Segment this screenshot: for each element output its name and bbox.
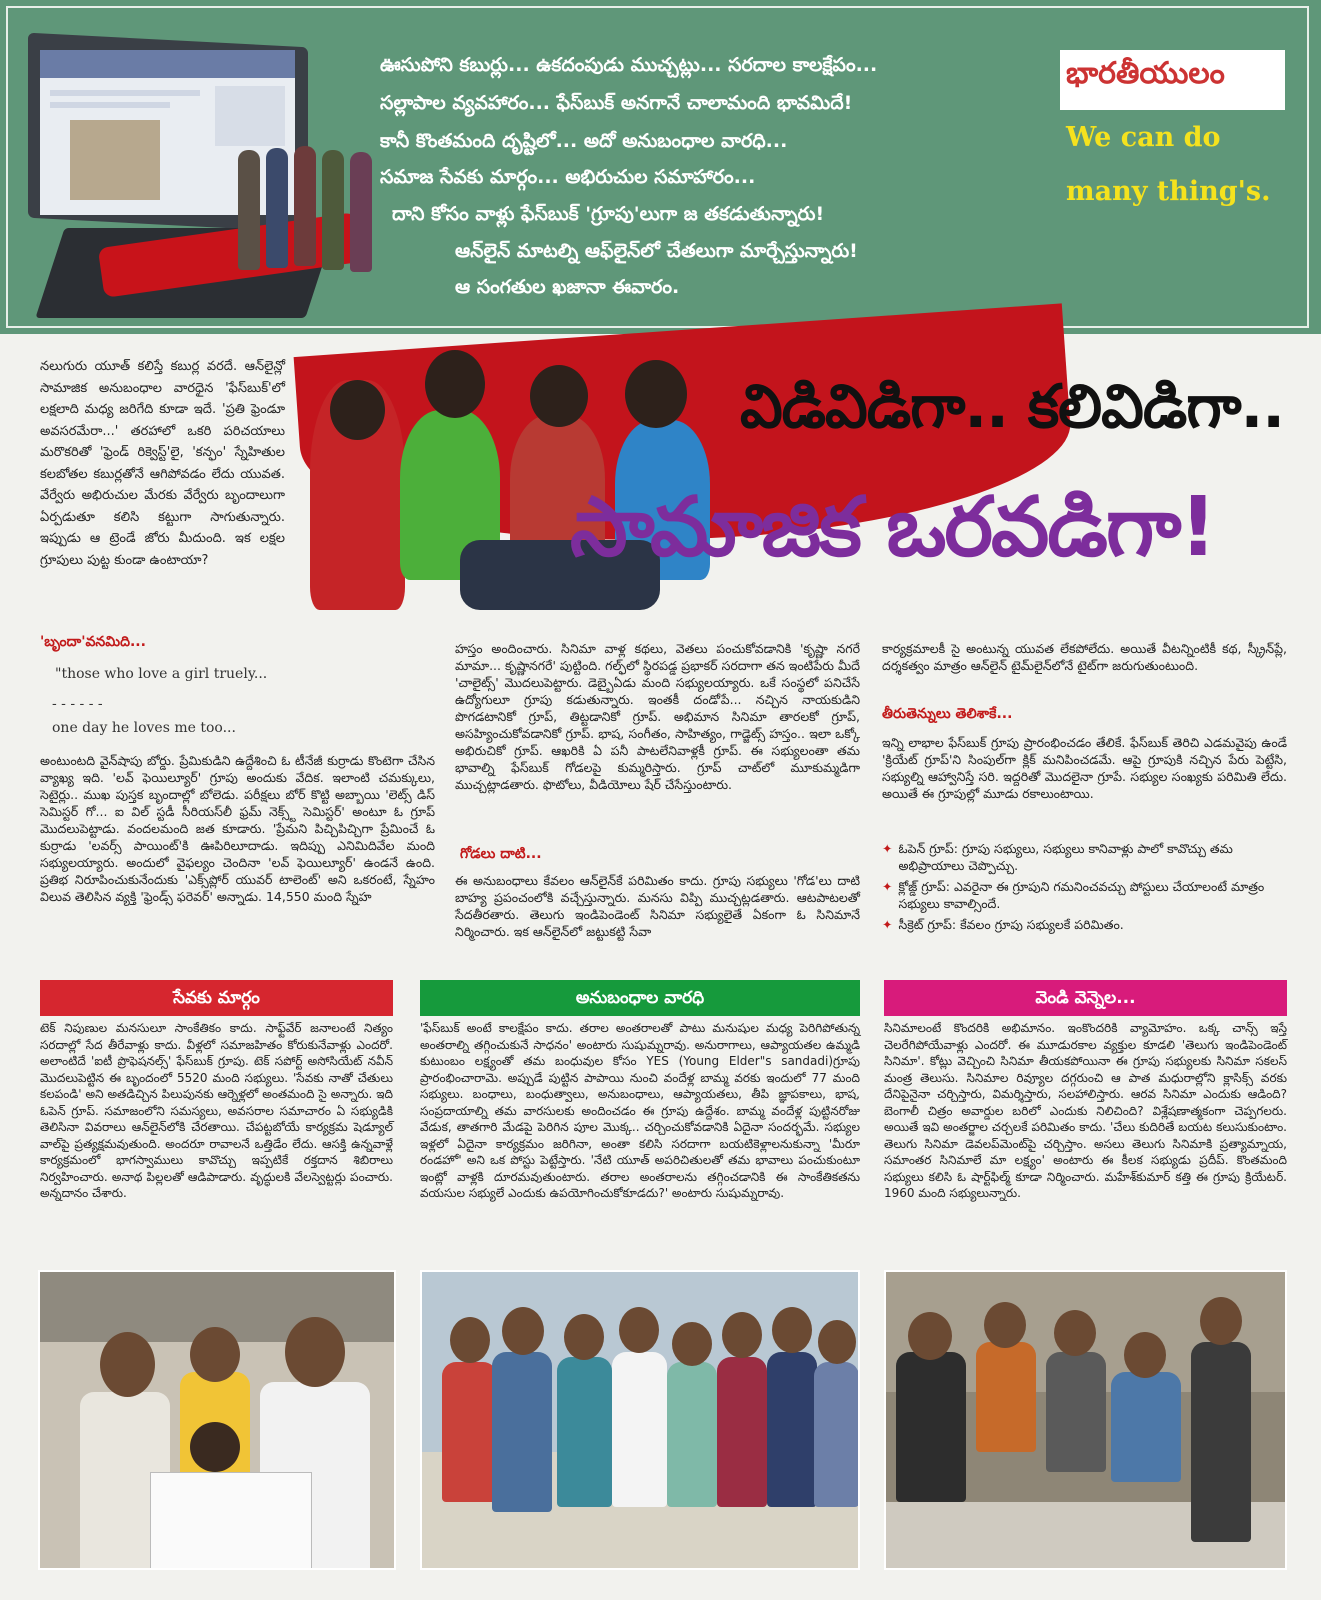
intro-line: దాని కోసం వాళ్లు ఫేస్‌బుక్ 'గ్రూపు'లుగా జ తకడుతున్నారు! (392, 203, 825, 225)
girl-head (330, 380, 385, 440)
intro-line: ఆన్‌లైన్ మాటల్ని ఆఫ్‌లైన్‌లో చేతలుగా మార్చేస్తున్నారు! (455, 240, 858, 262)
headline-line1: విడివిడిగా.. కలివిడిగా.. (740, 372, 1285, 442)
person-head (984, 1302, 1026, 1348)
col2-subhead: గోడలు దాటి... (460, 846, 542, 862)
person-figure (1111, 1372, 1181, 1482)
person-figure (896, 1352, 966, 1502)
col2-body: ఈ అనుబంధాలు కేవలం ఆన్‌లైన్‌కే పరిమితం కాదు. గ్రూపు సభ్యులు 'గోడ'లు దాటి బాహ్య ప్రపంచంలోకి వచ్చేస్తున్నారు. మనసు విప్పి ముచ్చట్లడతారు. ఆటపాటలతో సేదతీరతారు. తెలుగు ఇండిపెండెంట్ సినిమా సభ్యులైతే ఏకంగా ఓ సినిమానే నిర్మించారు. ఇక ఆన్‌లైన్‌లో జట్టుకట్టి సేవా (455, 873, 860, 939)
intro-line: ఆ సంగతుల ఖజానా ఈవారం. (455, 276, 680, 298)
brand-logo: భారతీయులం (1066, 56, 1225, 91)
person-head (722, 1312, 762, 1358)
col1-quote-dashes: - - - - - - (52, 696, 103, 712)
list-item (882, 916, 1287, 933)
bullet-icon: ✦ (882, 917, 893, 932)
col1-quote: "those who love a girl truely... (55, 666, 268, 682)
col1-subhead: 'బృందా'వనమిది... (40, 634, 146, 650)
girl-head (530, 365, 588, 427)
bullet-text: సీక్రెట్ గ్రూప్: కేవలం గ్రూపు సభ్యులకే పరిమితం. (898, 917, 1124, 932)
list-item (882, 840, 1287, 874)
section-body: సినిమాలంటే కొందరికి అభిమానం. ఇంకొందరికి వ్యామోహం. ఒక్క చాన్స్ ఇస్తే చెలరేగిపోయేవాళ్లు ఎందరో. ఈ మూడురకాల వ్యక్తుల కూడలి 'తెలుగు ఇండిపెండెంట్ సినిమా'. కోట్లు వెచ్చించి సినిమా తీయకపోయినా ఈ గ్రూపు సభ్యులకు సినిమా సకలస్ మంత్ర తెలుసు. సినిమాల రివ్యూల దగ్గరుంచి ఆ పాత మధురాల్లోని క్లాసిక్స్ వరకు దేనిపైనైనా చర్చిస్తారు, విమర్శిస్తారు, సలహాలిస్తారు. ఆరవ సినిమా ఎందుకు ఆడింది? బెంగాలీ చిత్రం అవార్డుల బరిలో ఎందుకు నిలిచింది? విశ్లేషణాత్మకంగా చెప్పగలరు. అయితే ఇవి అంతర్జాల చర్చలకే పరిమితం కాదు. 'చేలు కుదిరితే బయట కలుసుకుంటాం. తెలుగు సినిమా డెవలప్‌మెంట్‌పై చర్చిస్తాం. అసలు తెలుగు సినిమాకి ప్రత్యామ్నాయ, సమాంతర సినిమాలే మా లక్ష్యం' అంటారు ఈ కీలక సభ్యుడు ప్రదీప్. కొంతమంది సభ్యులు కలిసి ఓ షార్ట్‌ఫిల్మ్ కూడా నిర్మించారు. మహేశ్‌కుమార్ కత్తి ఈ గ్రూపు క్రియేటర్. 1960 మంది సభ్యులున్నారు. (884, 1021, 1287, 1200)
person-head (672, 1322, 712, 1366)
person-figure (492, 1352, 552, 1512)
walking-youth-figure (294, 146, 316, 266)
person-head (450, 1317, 490, 1363)
bullet-text: ఓపెన్ గ్రూప్: గ్రూపు సభ్యులు, సభ్యులు కానివాళ్లు పాలో కావొచ్చు తమ అభిప్రాయాలు చెప్పొచ్చు. (898, 841, 1233, 873)
walking-youth-figure (350, 152, 372, 272)
brand-slogan: many thing's. (1066, 176, 1271, 207)
intro-line: కానీ కొంతమంది దృష్టిలో... అదో అనుబంధాల వారధి... (380, 130, 788, 152)
person-figure (1191, 1342, 1251, 1542)
girl-head (625, 360, 687, 428)
person-figure (612, 1352, 667, 1507)
walking-youth-figure (266, 148, 288, 268)
headline-line2: సామాజిక ఒరవడిగా! (570, 480, 1215, 575)
person-head (502, 1307, 544, 1355)
list-item (882, 878, 1287, 912)
section-header: వెండి వెన్నెల... (884, 980, 1287, 1016)
section-body: 'ఫేస్‌బుక్ అంటే కాలక్షేపం కాదు. తరాల అంతరాలతో పాటు మనుషుల మధ్య పెరిగిపోతున్న అంతరాల్ని తగ్గించుకునే సాధనం' అంటారు సుషుమ్నరావు. అనురాగాలు, ఆప్యాయతల ఉమ్మడి కుటుంబం లక్ష్యంతో తమ బంధువుల కోసం YES (Young Elder"s sandadi)గ్రూపు ప్రారంభించారామె. అప్పుడే పుట్టిన పాపాయి నుంచి వందేళ్ల బామ్మ వరకు ఇందులో 77 మంది సభ్యులు. బంధాలు, బంధుత్వాలు, అనుబంధాలు, ఆప్యాయతలు, తీపి జ్ఞాపకాలు, భాష, సంప్రదాయాల్ని తమ వారసులకు అందించడం ఈ గ్రూపు ఉద్దేశం. బామ్మ వందేళ్ల పుట్టినరోజు వేడుక, తాతగారి మేడపై పెరిగిన పూల మొక్క.. చర్చించుకోవడానికి ఏదైనా సందర్భమే. సభ్యుల ఇళ్లలో ఏదైనా కార్యక్రమం జరిగినా, అంతా కలిసి సరదాగా బయటికెళ్లాలనుకున్నా 'మీరూ రండహో' అని ఒక పోస్టు పెట్టేస్తారు. 'నేటి యూత్ అపరిచితులతో తమ భావాలు పంచుకుంటూ ఇంట్లో వాళ్లకి దూరమవుతుంటారు. తరాల అంతరాలను తగ్గించడానికి ఈ సాంకేతికతను వయసుల సభ్యులే ఎందుకు ఉపయోగించుకోకూడదు?' అంటారు సుషుమ్నరావు. (420, 1021, 860, 1200)
person-head (190, 1327, 240, 1382)
person-figure (976, 1342, 1036, 1452)
person-head (564, 1314, 604, 1360)
cinema-group-photo (884, 1270, 1287, 1570)
person-figure (667, 1362, 717, 1507)
section-header: సేవకు మార్గం (40, 980, 393, 1016)
col1-quote: one day he loves me too... (52, 720, 236, 736)
person-head (285, 1317, 345, 1387)
bullet-icon: ✦ (882, 841, 893, 856)
person-figure (767, 1352, 817, 1507)
col3-body: కార్యక్రమాలకీ సై అంటున్న యువత లేకపోలేదు. అయితే వీటన్నింటికీ కథ, స్క్రీన్‌ప్లే, దర్శకత్వం మాత్రం ఆన్‌లైన్ టైమ్‌లైన్‌లోనే టైట్‌గా జరుగుతుంటుంది. (882, 641, 1287, 673)
facebook-post-line (50, 90, 200, 96)
facebook-header-bar (40, 50, 295, 78)
walking-youth-figure (322, 150, 344, 270)
col1-body: అంటుంటది వైన్‌షాపు బోర్డు. ప్రేమికుడిని ఉద్దేశించి ఓ టీనేజీ కుర్రాడు కొంటెగా చేసిన వ్యాఖ్య ఇది. 'లవ్ ఫెయిల్యూర్' గ్రూపు అందుకు వేదిక. ఇలాంటి చమక్కులు, సెటైర్లు.. ముఖ పుస్తక బృందాల్లో బోలెడు. పరీక్షలు బోర్ కొట్టి అబ్బాయి 'లెట్స్ డిస్ సెమిస్టర్ గో... ఐ విల్ స్టడీ సీరియస్‌లీ ఫ్రమ్ నెక్స్ట్ సెమిస్టర్' అంటూ ఓ గ్రూప్ మొదలుపెట్టాడు. వందలమంది జత కూడారు. 'ప్రేమని పిచ్చిపిచ్చిగా ప్రేమించే ఓ కుర్రాడు 'లవర్స్ పాయింట్'కి ఊపిరిలూదాడు. ఇదిప్పు ఎనిమిదివేల మంది సభ్యులయ్యారు. అందులో వైఫల్యం చెందినా 'లవ్ ఫెయిల్యూర్' ఉండనే ఉంది. ప్రతిభ నిరూపించుకునేందుకు 'ఎక్స్‌ప్లోర్ యువర్ టాలెంట్' అని ఒకరంటే, స్నేహం విలువ తెలిసిన వ్యక్తి 'ఫ్రెండ్స్ ఫరెవర్' అన్నాడు. 14,550 మంది స్నేహ (40, 753, 435, 904)
child-head (190, 1422, 240, 1472)
person-head (1124, 1332, 1166, 1378)
person-head (1054, 1310, 1096, 1356)
person-head (908, 1312, 952, 1360)
intro-line: ఊసుపోని కబుర్లు... ఉకదంపుడు ముచ్చట్లు... సరదాల కాలక్షేపం... (380, 54, 878, 76)
lead-paragraph: నలుగురు యూత్ కలిస్తే కబుర్ల వరదే. ఆన్‌లైన్లో సామాజిక అనుబంధాల వారధైన 'ఫేస్‌బుక్'లో లక్షలాది మధ్య జరిగేది కూడా ఇదే. 'ప్రతి ఫ్రెండూ అవసరమేరా...' తరహాలో ఒకరి పరిచయాలు మరొకరితో 'ఫ్రెండ్ రిక్వెస్ట్'లై, 'కన్ఫం' స్నేహితుల కలబోతల కబుర్లతోనే ఆగిపోవడం లేదు యువత. వేర్వేరు అభిరుచుల మేరకు వేర్వేరు బృందాలుగా ఏర్పడుతూ కలిసి కట్టుగా సాగుతున్నారు. ఇప్పుడు ఆ ట్రెండే జోరు మీదుంది. ఇక లక్షల గ్రూపులు పుట్ట కుండా ఉంటాయా? (40, 359, 285, 568)
intro-line: సమాజ సేవకు మార్గం... అభిరుచుల సమాహారం... (380, 166, 756, 188)
laptop-group-photo (70, 120, 160, 200)
person-head (619, 1307, 659, 1353)
col3-subhead: తీరుతెన్నులు తెలిశాకే... (882, 706, 1013, 722)
person-figure (717, 1357, 767, 1507)
section-header: అనుబంధాల వారధి (420, 980, 860, 1016)
person-figure (1046, 1352, 1106, 1472)
bullet-icon: ✦ (882, 879, 893, 894)
handmade-card (150, 1472, 312, 1569)
person-figure (442, 1362, 497, 1502)
brand-slogan: We can do (1066, 122, 1221, 153)
section-body: టెక్ నిపుణుల మనసులూ సాంకేతికం కాదు. సాఫ్ట్‌వేర్ జనాలంటే నిత్యం సరదాల్లో సేద తీరేవాళ్లు కాదు. వీళ్లలో సమాజహితం కోరుకునేవాళ్లు ఎందరో. అలాంటిదే 'ఐటీ ప్రొఫెషనల్స్' ఫేస్‌బుక్ గ్రూపు. టెక్ సపోర్ట్ అసోసియేట్ నవీన్ మొదలుపెట్టిన ఈ బృందంలో 5520 మంది సభ్యులు. 'సేవకు నాతో చేతులు కలపండి' అని అతడిచ్చిన పిలుపునకు ఆర్నెళ్లలో అంతమంది సై అన్నారు. ఇది ఓపెన్ గ్రూప్. సమాజంలోని సమస్యలు, అవసరాల సమాచారం ఏ సభ్యుడికి తెలిసినా వివరాలు ఆన్‌లైన్‌లోకి చేరతాయి. చేపట్టబోయే కార్యక్రమ షెడ్యూల్ వాల్‌పై ప్రత్యక్షమవుతుంది. అందరూ రావాలనే ఒత్తిడేం లేదు. ఆసక్తి ఉన్నవాళ్లే కార్యక్రమంలో భాగస్వాములు కావొచ్చు ఇప్పటికే రక్తదాన శిబిరాలు నిర్వహించారు. అనాథ పిల్లలతో ఆడిపాడారు. వృద్ధులకి వేలస్వెట్టర్లు పంచారు. అన్నదానం చేశారు. (40, 1021, 393, 1200)
facebook-post-line (50, 102, 170, 108)
family-group-photo (420, 1270, 860, 1570)
col3-body: ఇన్ని లాభాల ఫేస్‌బుక్ గ్రూపు ప్రారంభించడం తేలికే. ఫేస్‌బుక్ తెరిచి ఎడమవైపు ఉండే 'క్రియేట్ గ్రూప్'ని సింపుల్‌గా క్లిక్ మనిపించడమే. ఆపై గ్రూపుకి నచ్చిన పేరు పెట్టేసి, సభ్యుల్ని ఆహ్వానిస్తే సరి. ఇద్దరితో మొదలైనా గ్రూపే. సభ్యుల సంఖ్యకు పరిమితి లేదు. అయితే ఈ గ్రూపుల్లో మూడు రకాలుంటాయి. (882, 735, 1287, 801)
col3-bullet-list (882, 840, 1287, 933)
facebook-sidebar (215, 86, 285, 146)
col2-body: హస్తం అందించారు. సినిమా వాళ్ల కథలు, వెతలు పంచుకోవడానికి 'కృష్ణా నగరే మామా... కృష్ణానగరే' పుట్టింది. గల్ఫ్‌లో స్థిరపడ్డ ప్రభాకర్ సరదాగా తన ఇంటిపేరు మీదే 'చాలైట్స్' మొదలుపెట్టారు. డెబ్బైఏడు మంది సభ్యులయ్యారు. ఒకే సంస్థలో పనిచేసే ఉద్యోగులూ గ్రూపు కడుతున్నారు. ఇంతకీ దండోపే... నచ్చిన నాయకుడిని పొగడటానికో గ్రూప్, తిట్టడానికో గ్రూప్. అభిమాన సినిమా తారలకో గ్రూప్, అసహ్యించుకోవడానికో గ్రూప్. భాష, సంగీతం, సాహిత్యం, గాడ్జెట్స్ హస్తం.. ఇలా ఒక్కో అభిరుచికో గ్రూప్. ఆఖరికి ఏ పనీ పాటలేనివాళ్లకీ గ్రూప్. ఈ సభ్యులంతా తమ భావాల్ని ఫేస్‌బుక్ గోడలపై కుమ్మరిస్తారు. గ్రూప్ చాట్‌లో మూకుమ్మడిగా ముచ్చట్లాడతారు. ఫొటోలు, వీడియోలు షేర్ చేసేస్తుంటారు. (455, 641, 860, 792)
person-head (1200, 1297, 1242, 1345)
walking-youth-figure (238, 150, 260, 270)
person-head (772, 1307, 812, 1353)
person-figure (814, 1362, 859, 1507)
service-group-photo (38, 1270, 396, 1570)
intro-line: సల్లాపాల వ్యవహారం... ఫేస్‌బుక్ అనగానే చాలామంది భావమిదే! (380, 92, 853, 114)
girl-head (425, 350, 485, 418)
person-head (100, 1332, 155, 1397)
person-figure (557, 1357, 612, 1507)
bullet-text: క్లోజ్డ్ గ్రూప్: ఎవరైనా ఈ గ్రూపుని గమనించవచ్చు పోస్టులు చేయాలంటే మాత్రం సభ్యులు కావాల్సిందే. (898, 879, 1265, 911)
person-head (818, 1320, 856, 1364)
